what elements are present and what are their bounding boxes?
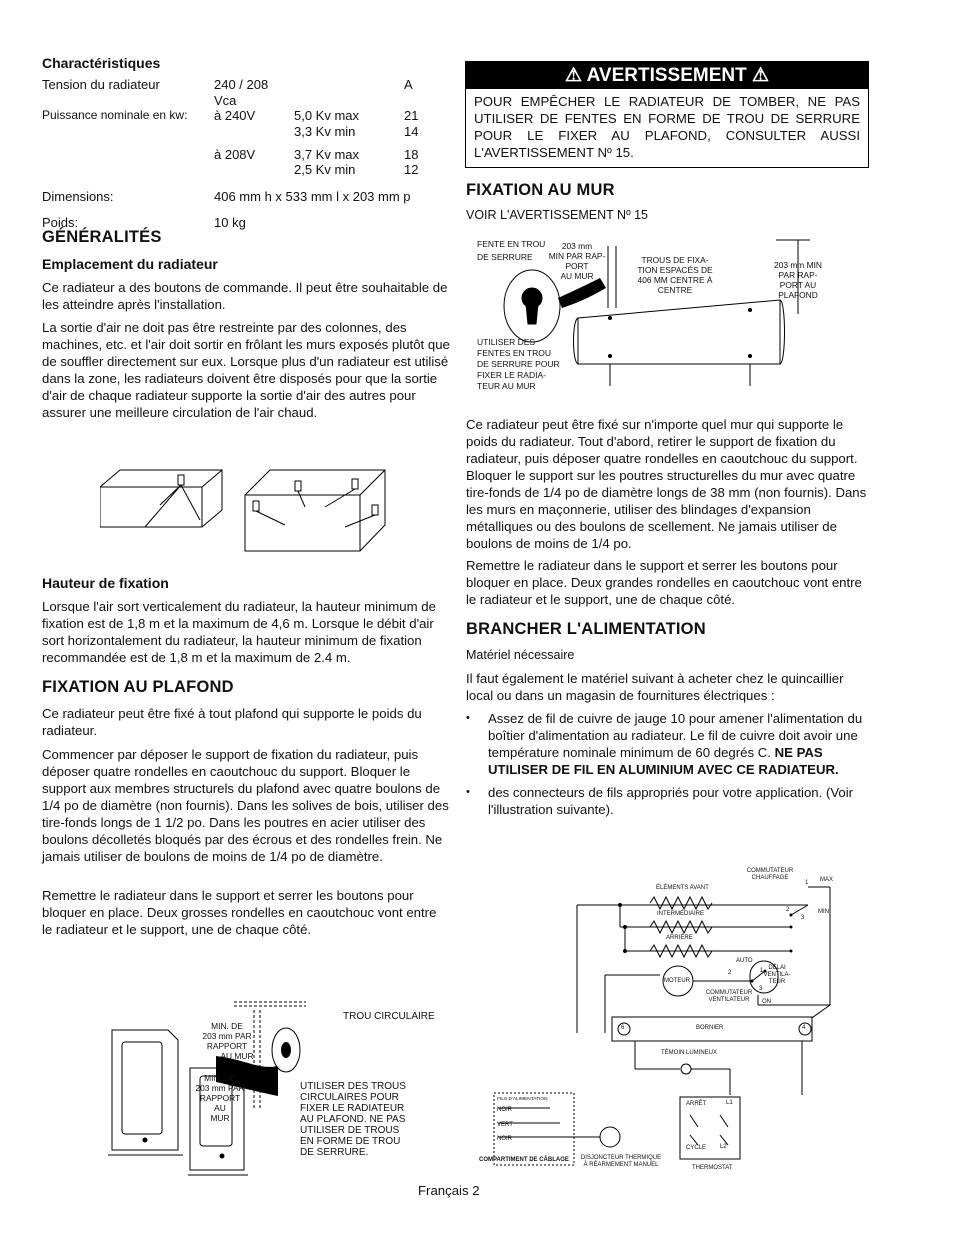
wd-max: MAX: [820, 877, 834, 883]
spec-value: 18: [404, 146, 419, 162]
plafond-text-1: Ce radiateur peut être fixé à tout plafond qui supporte le poids du radiateur.: [42, 706, 422, 738]
wd-temoin: TÉMOIN LUMINEUX: [661, 1050, 718, 1056]
wd-arret: ARRÊT: [686, 1101, 707, 1107]
plafond-text-2: Commencer par déposer le support de fixation du radiateur, puis déposer quatre rondelles en caoutchouc du support. Bloquer le support aux membres structurels du plafond avec quatre boulons de 1/4 po de diamètre (non fournis). Dans les solives de bois, utiliser des tire-fonds longs de 1 1/2 po. Dans les poutres en acier utiliser des boulons décolletés bloqués par des écrous et des rondelles frein. Ne jamais utiliser de boulons de moins de 1/4 po de diamètre.: [42, 747, 449, 864]
mur-text-2: Remettre le radiateur dans le support et serrer les boutons pour bloquer en place. Deux grandes rondelles en caoutchouc vont entre le radiateur et le support, une de chaque côté.: [466, 558, 862, 607]
wd-commutateur-ventilateur: [704, 990, 754, 1004]
spec-label: Puissance nominale en kw:: [42, 108, 188, 122]
fig-label-fente: [477, 238, 545, 264]
fig-label-line: 203 mm MIN: [774, 260, 822, 270]
list-item-bold: NE PAS UTILISER DE FIL EN ALUMINIUM AVEC CE RADIATEUR.: [488, 745, 839, 777]
spec-value: 10 kg: [214, 215, 246, 230]
fig-label-line: TROUS DE FIXA-: [641, 255, 709, 265]
emplacement-text-1: Ce radiateur a des boutons de commande. Il peut être souhaitable de les atteindre après l'installation.: [42, 280, 448, 312]
fig-label-line: MIN. DE: [211, 1021, 243, 1031]
wd-elements-avant: ÉLÉMENTS AVANT: [656, 885, 709, 891]
wd-f1: 1: [760, 968, 764, 974]
wd-label-line: COMMUTATEUR: [746, 868, 794, 874]
warning-box: [465, 61, 869, 168]
spec-value: 5,0 Kv max: [294, 108, 360, 123]
hauteur-title: Hauteur de fixation: [42, 575, 169, 591]
wd-compartiment: COMPARTIMENT DE CÂBLAGE: [479, 1157, 569, 1163]
wd-label-line: VENTILA-: [763, 972, 791, 978]
wd-cycle: CYCLE: [686, 1145, 707, 1151]
fig-label-trou-circulaire: TROU CIRCULAIRE: [343, 1011, 435, 1022]
spec-value: 3,7 Kv max: [294, 146, 360, 162]
wd-h2: 2: [786, 907, 790, 913]
fig-label-line: MIN. DE: [204, 1073, 236, 1083]
emplacement-title: Emplacement du radiateur: [42, 256, 218, 272]
fig-label-line: FENTE EN TROU: [477, 239, 546, 249]
fig-label-min-wall-1: [197, 1021, 257, 1061]
fig-label-line: MUR: [210, 1113, 230, 1123]
mur-voir: VOIR L'AVERTISSEMENT Nº 15: [466, 208, 649, 222]
wd-terminal-6: 6: [621, 1025, 625, 1031]
spec-label: Poids:: [42, 215, 79, 230]
spec-label: Tension du radiateur: [42, 77, 160, 92]
fig-label-line: UTILISER DE TROUS: [300, 1125, 400, 1136]
wd-noir-1: NOIR: [497, 1107, 512, 1113]
spec-label: [42, 124, 214, 147]
fig-label-line: FIXER LE RADIA-: [477, 370, 546, 380]
spec-label: [42, 162, 214, 189]
fig-label-min-wall-2: [195, 1073, 245, 1123]
warning-header: [466, 62, 868, 89]
fig-label-line: CENTRE: [657, 285, 693, 295]
list-item: [466, 710, 872, 778]
fig-label-utiliser-trous: [300, 1081, 406, 1158]
fig-label-line: RAPPORT: [199, 1093, 241, 1103]
warning-triangle-icon: ⚠: [564, 65, 583, 86]
wd-label-line: DÉLAI: [768, 965, 786, 971]
wd-h3: 3: [801, 915, 805, 921]
specs-table: [42, 77, 418, 231]
spec-value: 21: [404, 108, 419, 123]
fig-label-line: DE SERRURE: [477, 252, 533, 262]
plafond-text-3: Remettre le radiateur dans le support et serrer les boutons pour bloquer en place. Deux grosses rondelles en caoutchouc vont entre le radiateur et le support, une de chaque côté.: [42, 888, 437, 937]
spec-value: A: [404, 77, 413, 92]
fig-label-line: TEUR AU MUR: [477, 381, 536, 391]
warning-triangle-icon: ⚠: [751, 65, 770, 86]
wd-f2: 2: [728, 970, 732, 976]
fig-label-line: EN FORME DE TROU: [300, 1136, 401, 1147]
plafond-title: FIXATION AU PLAFOND: [42, 678, 234, 696]
hauteur-text: Lorsque l'air sort verticalement du radiateur, la hauteur minimum de fixation est de 1,8 m et la maximum de 4,6 m. Lorsque le débit d'air sort horizontalement du radiateur, la hauteur minimum de fixation recommandée est de 1,8 m et la maximum de 2.4 m.: [42, 599, 436, 665]
specs-title: Charactéristiques: [42, 55, 161, 71]
wd-noir-2: NOIR: [497, 1136, 512, 1142]
fig-label-203-wall: [547, 241, 607, 281]
emplacement-text-2: La sortie d'air ne doit pas être restreinte par des colonnes, des machines, etc. et l'air doit sortir en frôlant les murs exposés plutôt que de souffler directement sur eux. Lorsque plus d'un radiateur est utilisé dans la zone, les radiateurs doivent être disposés pour que la sortie d'air de chaque radiateur supporte la sortie d'air des autres pour assurer une meilleure circulation de l'air chaud.: [42, 320, 450, 420]
wd-label-line: À RÉARMEMENT MANUEL: [583, 1162, 659, 1168]
wd-fils-alim: FILS D'ALIMENTATION: [497, 1097, 548, 1102]
wd-delai: [752, 965, 802, 986]
fig-label-line: UTILISER DES TROUS: [300, 1081, 406, 1092]
spec-label: [42, 147, 214, 163]
fig-label-line: PORT: [565, 261, 589, 271]
warning-text: POUR EMPÊCHER LE RADIATEUR DE TOMBER, NE PAS UTILISER DE FENTES EN FORME DE TROU DE SERRURE POUR LE FIXER AU PLAFOND, CONSULTER AUSSI L'AVERTISSEMENT Nº 15.: [474, 94, 860, 160]
spec-value: à 240V: [214, 108, 256, 123]
spec-value: 14: [404, 123, 419, 139]
alim-text-1: Il faut également le matériel suivant à acheter chez le quincaillier local ou dans un magasin de fournitures électriques :: [466, 671, 844, 703]
room-layout-figure: [100, 465, 390, 575]
spec-value: à 208V: [214, 146, 256, 162]
wd-arriere: ARRIÈRE: [666, 935, 693, 941]
fig-label-line: 406 MM CENTRE À: [637, 275, 713, 285]
wd-commutateur-chauffage: [745, 868, 795, 882]
wd-label-line: COMMUTATEUR: [705, 990, 753, 996]
spec-value: 406 mm h x 533 mm l x 203 mm p: [214, 189, 411, 204]
fig-label-line: AU PLAFOND. NE PAS: [300, 1114, 406, 1125]
wd-h1: 1: [805, 880, 809, 886]
wd-l2: L2: [720, 1144, 727, 1150]
fig-label-line: AU MUR: [220, 1051, 254, 1061]
wd-auto: AUTO: [736, 958, 753, 964]
warning-title: AVERTISSEMENT: [586, 65, 747, 86]
fig-label-line: AU MUR: [560, 271, 594, 281]
wd-vert: VERT: [497, 1122, 513, 1128]
list-item: [466, 784, 872, 818]
fig-label-line: RAPPORT: [206, 1041, 248, 1051]
wd-on: ON: [762, 999, 771, 1005]
fig-label-trous-fixation: [630, 255, 720, 295]
wd-label-line: VENTILATEUR: [708, 997, 750, 1003]
page-footer: Français 2: [418, 1183, 480, 1198]
spec-value: 240 / 208 Vca: [214, 77, 269, 108]
wd-label-line: TEUR: [768, 979, 786, 985]
fig-label-line: PLAFOND: [778, 290, 818, 300]
fig-label-line: DE SERRURE.: [300, 1147, 369, 1158]
alim-list: [466, 710, 872, 824]
fig-label-utiliser-fentes: [477, 337, 560, 392]
wd-label-line: DISJONCTEUR THERMIQUE: [580, 1155, 662, 1161]
fig-label-line: FIXER LE RADIATEUR: [300, 1103, 405, 1114]
alim-title: BRANCHER L'ALIMENTATION: [466, 620, 706, 638]
wd-thermostat: THERMOSTAT: [692, 1165, 733, 1171]
spec-value: 2,5 Kv min: [294, 162, 356, 177]
spec-value: [294, 77, 404, 108]
wd-f3: 3: [759, 986, 763, 992]
list-item-text: des connecteurs de fils appropriés pour votre application. (Voir l'illustration suivante).: [488, 785, 854, 817]
fig-label-line: DE SERRURE POUR: [477, 359, 560, 369]
fig-label-line: CIRCULAIRES POUR: [300, 1092, 399, 1103]
spec-value: 12: [404, 162, 419, 177]
alim-materiel: Matériel nécessaire: [466, 648, 575, 662]
wd-moteur: MOTEUR: [664, 978, 690, 984]
wd-terminal-4: 4: [802, 1025, 806, 1031]
wd-min: MIN: [818, 909, 829, 915]
list-item-text: Assez de fil de cuivre de jauge 10 pour amener l'alimentation du boîtier d'alimentation au radiateur. Le fil de cuivre doit avoir une température nominale minimum de 60 degrés C.: [488, 711, 863, 760]
fig-label-line: TION ESPACÉS DE: [637, 265, 713, 275]
wd-l1: L1: [726, 1100, 733, 1106]
fig-label-line: AU: [214, 1103, 226, 1113]
fig-label-line: FENTES EN TROU: [477, 348, 551, 358]
spec-value: 3,3 Kv min: [294, 123, 356, 139]
fig-label-line: MIN PAR RAP-: [548, 251, 606, 261]
mur-text-1: Ce radiateur peut être fixé sur n'importe quel mur qui supporte le poids du radiateur. Tout d'abord, retirer le support de fixation du radiateur, puis déposer quatre rondelles en caoutchouc du support. Bloquer le support sur les poutres structurelles du mur avec quatre tire-fonds de 1/4 po de diamètre longs de 38 mm (non fournis). Dans les murs en maçonnerie, utiliser des blindages d'expansion métalliques ou des boulons de scellement. Ne jamais utiliser de boulons de moins de 1/4 po.: [466, 417, 867, 551]
fig-label-203-plafond: [768, 260, 828, 300]
fig-label-line: PORT AU: [779, 280, 817, 290]
fig-label-line: UTILISER DES: [477, 337, 536, 347]
mur-title: FIXATION AU MUR: [466, 181, 615, 199]
spec-label: Dimensions:: [42, 189, 114, 204]
fig-label-line: 203 mm PAR: [202, 1031, 252, 1041]
fig-label-line: 203 mm PAR: [195, 1083, 245, 1093]
spec-value: [214, 124, 294, 147]
wd-label-line: CHAUFFAGE: [751, 875, 789, 881]
wd-disjoncteur: [580, 1155, 662, 1169]
wd-bornier: BORNIER: [696, 1025, 724, 1031]
fig-label-line: PAR RAP-: [778, 270, 818, 280]
generalites-title: GÉNÉRALITÉS: [42, 228, 162, 246]
spec-value: [214, 162, 294, 189]
wd-intermediaire: INTERMÉDIAIRE: [657, 911, 705, 917]
fig-label-line: 203 mm: [561, 241, 593, 251]
